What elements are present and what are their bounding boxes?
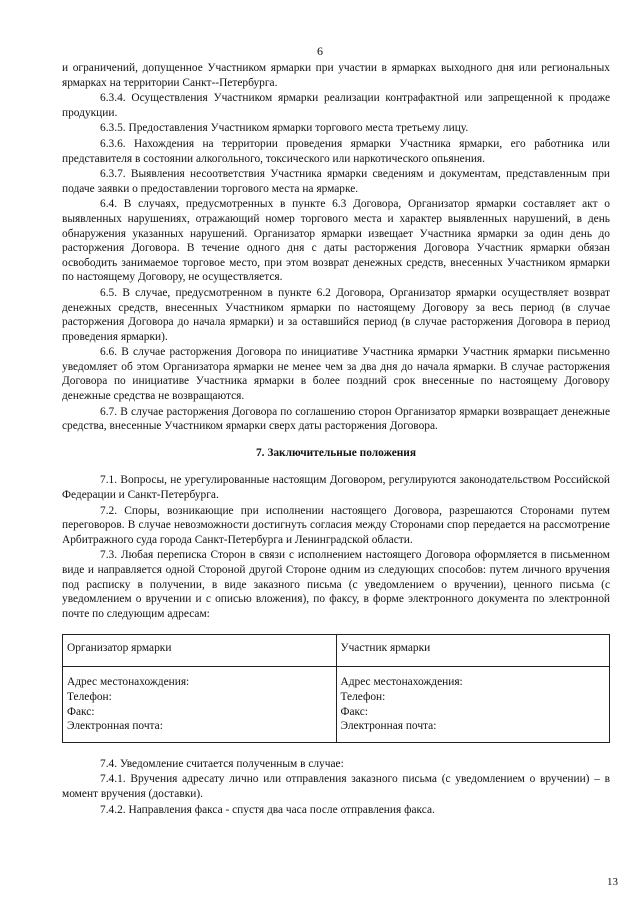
participant-email-label: Электронная почта: [340, 720, 437, 733]
participant-phone-label: Телефон: [340, 690, 386, 703]
page-number-bottom: 13 [607, 876, 618, 888]
paragraph: 6.3.7. Выявления несоответствия Участника ярмарки сведениям и документам, представленным при подаче заявки о предоставлении торгового места на ярмарке. [62, 168, 610, 195]
organizer-fax-label: Факс: [67, 705, 95, 718]
paragraph: 6.3.5. Предоставления Участником ярмарки торгового места третьему лицу. [100, 122, 469, 135]
document-body [62, 61, 610, 818]
organizer-details [63, 667, 337, 742]
paragraph: 7.3. Любая переписка Сторон в связи с исполнением настоящего Договора оформляется в письменном виде и направляется одной Стороной другой Стороне одним из следующих способов: путем личного вручения под расписку в получении, в виде заказного письма (с уведомлением о вручении), ценного письма (с уведомлением о вручении и с описью вложения), по факсу, в форме электронного документа по электронной почте по следующим адресам: [62, 549, 610, 620]
paragraph: 6.4. В случаях, предусмотренных в пункте 6.3 Договора, Организатор ярмарки составляет акт о выявленных нарушениях, отражающий номер торгового места и характер выявленных нарушений, в день обнаружения указанных нарушений. Организатор ярмарки извещает Участника ярмарки за один день до расторжения Договора. В течение одного дня с даты расторжения Договора Участник ярмарки обязан освободить занимаемое торговое место, при этом возврат денежных средств, внесенных Участником ярмарки по настоящему Договору, не осуществляется. [62, 198, 610, 284]
paragraph: 7.4.1. Вручения адресату лично или отправления заказного письма (с уведомлением о вручении) – в момент вручения (доставки). [62, 773, 610, 800]
organizer-phone-label: Телефон: [67, 690, 112, 703]
paragraph: 6.3.4. Осуществления Участником ярмарки реализации контрафактной или запрещенной к продаже продукции. [62, 92, 610, 119]
participant-header: Участник ярмарки [336, 635, 610, 667]
paragraph: 6.5. В случае, предусмотренном в пункте 6.2 Договора, Организатор ярмарки осуществляет возврат денежных средств, внесенных Участником ярмарки по настоящему Договору за весь период (в случае расторжения Договора до начала ярмарки) и за оставшийся период (в случае расторжения Договора в период проведения ярмарки). [62, 286, 610, 343]
paragraph: 7.4.2. Направления факса - спустя два часа после отправления факса. [100, 803, 435, 816]
paragraph: 7.4. Уведомление считается полученным в случае: [100, 757, 344, 770]
paragraph: 6.3.6. Нахождения на территории проведения ярмарки Участника ярмарки, его работника или представителя в состоянии алкогольного, токсического или наркотического опьянения. [62, 137, 610, 165]
paragraph: 6.7. В случае расторжения Договора по соглашению сторон Организатор ярмарки возвращает денежные средства, внесенные Участником ярмарки сверх даты расторжения Договора. [62, 405, 610, 433]
paragraph: 7.1. Вопросы, не урегулированные настоящим Договором, регулируются законодательством Российской Федерации и Санкт-Петербурга. [62, 474, 610, 502]
page-number-top: 6 [317, 44, 323, 58]
paragraph: и ограничений, допущенное Участником ярмарки при участии в ярмарках выходного дня или региональных ярмарках на территории Санкт--Петербурга. [62, 62, 610, 89]
contacts-table [62, 634, 610, 742]
organizer-address-label: Адрес местонахождения: [67, 676, 190, 689]
participant-address-label: Адрес местонахождения: [340, 676, 463, 689]
paragraph: 7.2. Споры, возникающие при исполнении настоящего Договора, разрешаются Сторонами путем переговоров. В случае невозможности достигнуть согласия между Сторонами спор передается на рассмотрение Арбитражного суда города Санкт-Петербурга и Ленинградской области. [62, 504, 610, 546]
organizer-email-label: Электронная почта: [67, 720, 163, 733]
organizer-header: Организатор ярмарки [63, 635, 337, 667]
participant-details [336, 667, 610, 742]
participant-fax-label: Факс: [340, 705, 369, 718]
paragraph: 6.6. В случае расторжения Договора по инициативе Участника ярмарки Участник ярмарки письменно уведомляет об этом Организатора ярмарки не менее чем за два дня до начала ярмарки. В случае расторжения Договора по инициативе Участника ярмарки в более поздний срок внесенные по настоящему Договору денежные средства не возвращаются. [62, 346, 610, 403]
section-title: 7. Заключительные положения [255, 446, 417, 459]
